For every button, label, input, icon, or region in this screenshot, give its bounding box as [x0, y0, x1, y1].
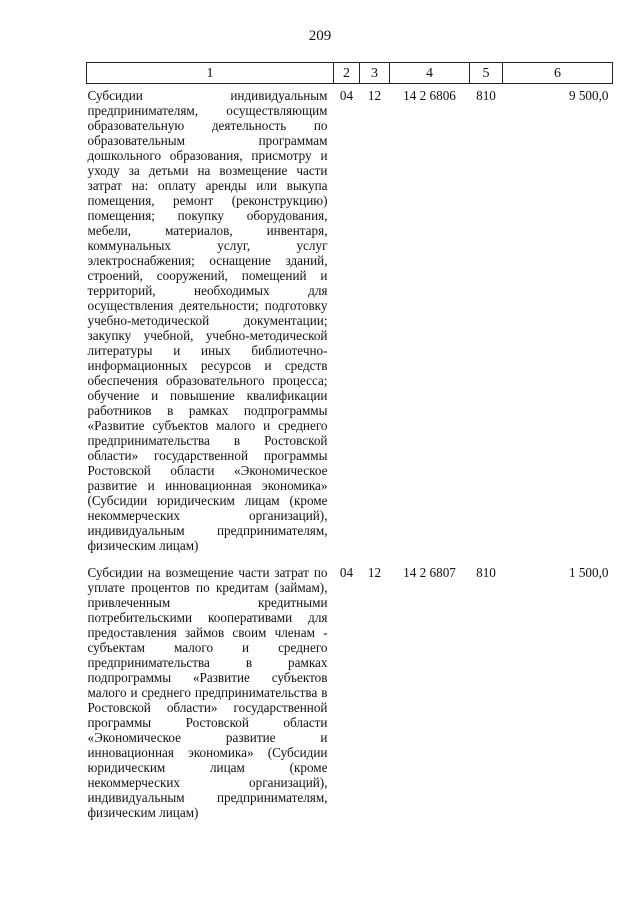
row-section-code: 04 — [339, 88, 354, 103]
column-header-1: 1 — [87, 63, 334, 84]
column-header-2: 2 — [334, 63, 360, 84]
row-target-code: 14 2 6806 — [403, 88, 456, 103]
table-row — [87, 561, 613, 828]
row-section-code: 04 — [339, 565, 354, 580]
row-description: Субсидии индивидуальным предпринимателям, осуществляющим образовательную деятельность по образовательным программам дошкольного образования, присмотру и уходу за детьми на возмещение части затрат на: оплату аренды или выкупа помещения, ремонт (реконструкцию) помещения; покупку оборудования, мебели, материалов, инвентаря, коммунальных услуг, услуг электроснабжения; оснащение зданий, строений, сооружений, помещений и территорий, необходимых для осуществления деятельности; подготовку учебно-методической документации; закупку учебной, учебно-методической литературы и иных библиотечно-информационных ресурсов и средств обеспечения образовательного процесса; обучение и повышение квалификации работников в рамках подпрограммы «Развитие субъектов малого и среднего предпринимательства в Ростовской области» государственной программы Ростовской области «Экономическое развитие и инновационная экономика» (Субсидии юридическим лицам (кроме некоммерческих организаций), индивидуальным предпринимателям, физическим лицам) — [87, 88, 328, 553]
row-amount: 9 500,0 — [568, 88, 609, 103]
column-header-4: 4 — [390, 63, 470, 84]
budget-table — [86, 62, 613, 828]
page-number: 209 — [308, 28, 332, 44]
row-subsection-code: 12 — [367, 565, 382, 580]
row-expense-type-code: 810 — [476, 565, 496, 580]
row-target-code: 14 2 6807 — [403, 565, 456, 580]
table-row — [87, 84, 613, 562]
row-expense-type-code: 810 — [476, 88, 496, 103]
table-header-row — [87, 63, 613, 84]
row-description: Субсидии на возмещение части затрат по уплате процентов по кредитам (займам), привлеченным кредитными потребительскими кооперативами для предоставления займов своим членам - субъектам малого и среднего предпринимательства в рамках подпрограммы «Развитие субъектов малого и среднего предпринимательства в Ростовской области» государственной программы Ростовской области «Экономическое развитие и инновационная экономика» (Субсидии юридическим лицам (кроме некоммерческих организаций), индивидуальным предпринимателям, физическим лицам) — [87, 565, 328, 820]
column-header-3: 3 — [360, 63, 390, 84]
row-subsection-code: 12 — [367, 88, 382, 103]
column-header-5: 5 — [470, 63, 503, 84]
row-amount: 1 500,0 — [568, 565, 609, 580]
column-header-6: 6 — [503, 63, 613, 84]
